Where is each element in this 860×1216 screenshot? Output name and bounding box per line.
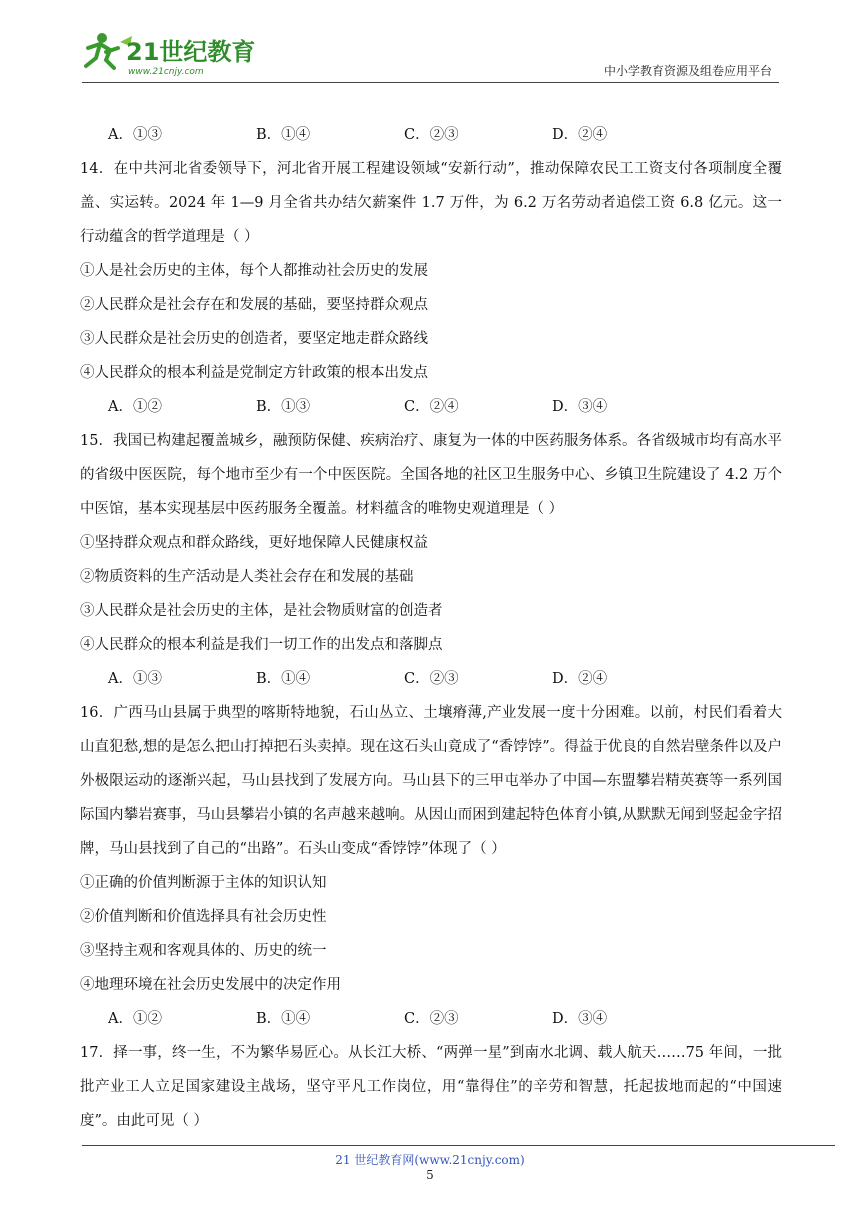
q16-item: ③坚持主观和客观具体的、历史的统一 xyxy=(80,943,327,959)
option-b: B．①④ xyxy=(256,127,311,143)
option-a: A．①③ xyxy=(108,671,162,687)
footer-divider xyxy=(82,1145,835,1146)
option-a: A．①② xyxy=(108,1011,162,1027)
option-c: C．②③ xyxy=(404,1011,459,1027)
option-c: C．②③ xyxy=(404,671,459,687)
option-b: B．①③ xyxy=(256,399,311,415)
option-c: C．②③ xyxy=(404,127,459,143)
page-header xyxy=(0,0,860,90)
page-number: 5 xyxy=(426,1168,434,1182)
option-d: D．②④ xyxy=(552,127,608,143)
option-a: A．①② xyxy=(108,399,162,415)
svg-text:www.21cnjy.com: www.21cnjy.com xyxy=(128,67,204,77)
option-d: D．③④ xyxy=(552,399,608,415)
q14-item: ④人民群众的根本利益是党制定方针政策的根本出发点 xyxy=(80,365,428,381)
q14-item: ③人民群众是社会历史的创造者，要坚定地走群众路线 xyxy=(80,331,428,347)
q16-options xyxy=(80,1002,782,1036)
q15-options xyxy=(80,662,782,696)
q15-item: ①坚持群众观点和群众路线，更好地保障人民健康权益 xyxy=(80,535,428,551)
option-a: A．①③ xyxy=(108,127,162,143)
svg-text:21世纪教育: 21世纪教育 xyxy=(126,38,256,66)
option-b: B．①④ xyxy=(256,1011,311,1027)
option-b: B．①④ xyxy=(256,671,311,687)
platform-name: 中小学教育资源及组卷应用平台 xyxy=(603,64,772,78)
q15-item: ③人民群众是社会历史的主体，是社会物质财富的创造者 xyxy=(80,603,443,619)
q15-stem: 15．我国已构建起覆盖城乡，融预防保健、疾病治疗、康复为一体的中医药服务体系。各省级城市均有高水平的省级中医医院，每个地市至少有一个中医医院。全国各地的社区卫生服务中心、乡镇卫生院建设了 4.2 万个中医馆，基本实现基层中医药服务全覆盖。材料蕴含的唯物史观道理是（ ） xyxy=(80,433,782,517)
q15-item: ④人民群众的根本利益是我们一切工作的出发点和落脚点 xyxy=(80,637,443,653)
q16-item: ②价值判断和价值选择具有社会历史性 xyxy=(80,909,327,925)
q14-item: ①人是社会历史的主体，每个人都推动社会历史的发展 xyxy=(80,263,428,279)
question-content xyxy=(80,118,782,1138)
footer-site: 21 世纪教育网(www.21cnjy.com) xyxy=(335,1153,525,1167)
option-d: D．③④ xyxy=(552,1011,608,1027)
q13-options xyxy=(80,118,782,152)
q16-item: ①正确的价值判断源于主体的知识认知 xyxy=(80,875,327,891)
q15-item: ②物质资料的生产活动是人类社会存在和发展的基础 xyxy=(80,569,414,585)
site-logo xyxy=(80,30,270,80)
q14-stem: 14．在中共河北省委领导下，河北省开展工程建设领域“安新行动”，推动保障农民工工资支付各项制度全覆盖、实运转。2024 年 1—9 月全省共办结欠薪案件 1.7 万件，为 6.2 万名劳动者追偿工资 6.8 亿元。这一行动蕴含的哲学道理是（ ） xyxy=(80,161,782,245)
q14-item: ②人民群众是社会存在和发展的基础，要坚持群众观点 xyxy=(80,297,428,313)
q16-stem: 16．广西马山县属于典型的喀斯特地貌，石山丛立、土壤瘠薄,产业发展一度十分困难。以前，村民们看着大山直犯愁,想的是怎么把山打掉把石头卖掉。现在这石头山竟成了“香饽饽”。得益于优良的自然岩壁条件以及户外极限运动的逐渐兴起，马山县找到了发展方向。马山县下的三甲屯举办了中国—东盟攀岩精英赛等一系列国际国内攀岩赛事，马山县攀岩小镇的名声越来越响。从因山而困到建起特色体育小镇,从默默无闻到竖起金字招牌，马山县找到了自己的“出路”。石头山变成“香饽饽”体现了（ ） xyxy=(80,705,782,857)
header-divider xyxy=(82,82,779,83)
option-c: C．②④ xyxy=(404,399,459,415)
option-d: D．②④ xyxy=(552,671,608,687)
q14-options xyxy=(80,390,782,424)
q16-item: ④地理环境在社会历史发展中的决定作用 xyxy=(80,977,341,993)
q17-stem: 17．择一事，终一生，不为繁华易匠心。从长江大桥、“两弹一星”到南水北调、载人航天……75 年间，一批批产业工人立足国家建设主战场，坚守平凡工作岗位，用“靠得住”的辛劳和智慧，托起拔地而起的“中国速度”。由此可见（ ） xyxy=(80,1045,782,1129)
